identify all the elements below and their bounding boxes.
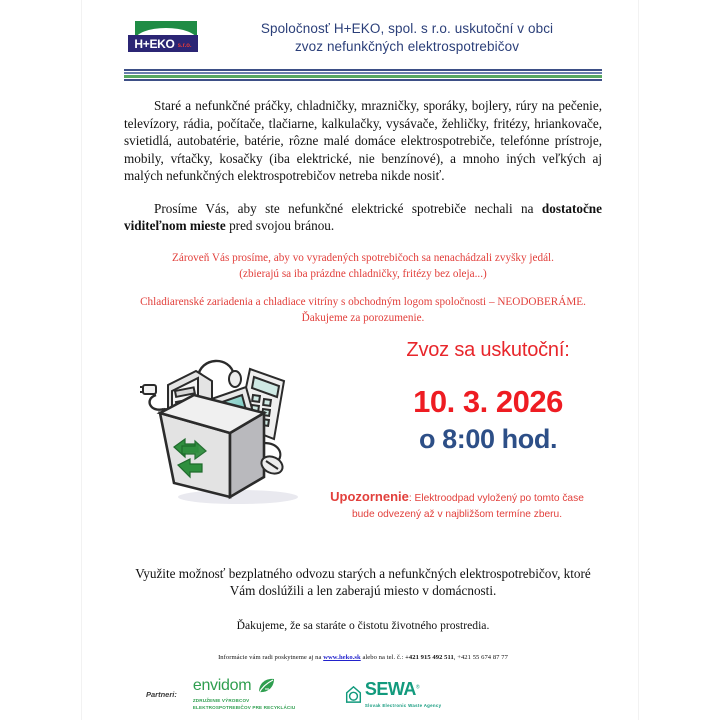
envidom-subtext-line2: ELEKTROSPOTREBIČOV PRE RECYKLÁCIU (192, 704, 296, 710)
announcement-date: 10. 3. 2026 (413, 383, 563, 419)
lower-copy (124, 565, 602, 633)
fineprint-pre: Informácie vám radi poskytneme aj na (218, 654, 324, 662)
placement-text-bold: dostatočne viditeľnom mieste (124, 200, 602, 234)
announcement-lead: Zvoz sa uskutoční: (406, 338, 570, 361)
red-note-line1: Zároveň Vás prosíme, aby vo vyradených spotrebičoch sa nenachádzali zvyšky jedál. (172, 251, 554, 264)
lower-paragraph-line2: Vám doslúžili a len zaberajú miesto v domácnosti. (229, 583, 497, 599)
poster-content (124, 14, 602, 711)
logo-sub-text: s.r.o. (177, 42, 192, 49)
red-note-line2: (zbierajú sa iba prázdne chladničky, fritézy bez oleja...) (239, 267, 487, 280)
red-note-group-food (124, 251, 602, 282)
envidom-subtext (193, 698, 305, 711)
paragraph-appliance-list: Staré a nefunkčné práčky, chladničky, mrazničky, sporáky, bojlery, rúry na pečenie, televízory, rádia, počítače, tlačiarne, kalkulačky, vysávače, žehličky, fritézy, hriankovače, svietidlá, autobatérie, batérie, rôzne malé domáce elektrospotrebiče, telefónne prístroje, mobily, vŕtačky, kosačky (iba elektrické, nie benzínové), a mnoho iných veľkých aj malých nefunkčných elektrospotrebičov netreba nikde nosiť. (124, 98, 602, 184)
fineprint-phone-secondary: , +421 55 674 87 77 (453, 654, 508, 662)
fineprint-phone-primary: +421 915 492 511 (405, 654, 454, 662)
thanks-line: Ďakujeme, že sa staráte o čistotu životného prostredia. (236, 619, 490, 633)
envidom-logo-row (193, 677, 305, 695)
envidom-subtext-line1: ZDRUŽENIE VÝROBCOV (192, 698, 250, 704)
notice-first-line (312, 487, 602, 507)
notice-text-line1: : Elektroodpad vyložený po tomto čase (408, 492, 584, 504)
placement-text-pre: Prosíme Vás, aby ste nefunkčné elektrické spotrebiče nechali na (154, 200, 542, 216)
announcement-block (374, 339, 602, 455)
sewa-text-group (365, 680, 442, 708)
page-title-line1: Spoločnosť H+EKO, spol. s r.o. uskutoční v obci (260, 20, 554, 36)
recycling-bin-ewaste-icon (138, 347, 328, 507)
paragraph-placement (124, 200, 602, 235)
sewa-wordmark-row (365, 680, 442, 700)
heko-logo (124, 18, 202, 58)
poster-sheet (82, 0, 638, 720)
logo-main-text: H+EKO (134, 36, 175, 51)
partner-logo-envidom (193, 677, 305, 711)
sewa-trademark: ® (415, 684, 420, 691)
red-note-group-fridges (124, 295, 602, 326)
notice-block (312, 487, 602, 523)
lower-paragraph-line1: Využite možnosť bezplatného odvozu starých a nefunkčných elektrospotrebičov, ktoré (135, 565, 591, 581)
leaf-icon (256, 677, 276, 695)
logo-navy-band (128, 35, 198, 52)
header-divider (124, 69, 602, 81)
notice-label: Upozornenie (330, 488, 409, 504)
fineprint-mid: alebo na tel. č.: (360, 654, 406, 662)
announcement-time: o 8:00 hod. (418, 423, 558, 454)
lower-paragraph (124, 565, 602, 601)
heko-website-link[interactable]: www.heko.sk (323, 654, 361, 662)
partners-label: Partneri: (146, 689, 177, 699)
page-title-line2: zvoz nefunkčných elektrospotrebičov (294, 39, 520, 54)
sewa-wordmark: SEWA (364, 679, 416, 700)
middle-section (124, 339, 602, 539)
contact-fineprint (124, 654, 602, 661)
poster-header (124, 14, 602, 62)
red-note-line4: Ďakujeme za porozumenie. (301, 311, 425, 324)
sewa-subtext: Slovak Electronic Waste Agency (364, 703, 442, 709)
placement-text-post: pred svojou bránou. (225, 218, 335, 234)
red-note-line3: Chladiarenské zariadenia a chladiace vitríny s obchodným logom spoločnosti – NEODOBERÁME. (140, 296, 586, 309)
red-notes-block (124, 251, 602, 327)
partner-logo-sewa (345, 680, 442, 708)
notice-text-line2: bude odvezený až v najbližšom termíne zberu. (351, 508, 563, 520)
envidom-wordmark: envidom (192, 677, 252, 695)
house-circle-icon (345, 686, 362, 703)
partners-row (124, 677, 602, 711)
page-title (212, 20, 602, 56)
